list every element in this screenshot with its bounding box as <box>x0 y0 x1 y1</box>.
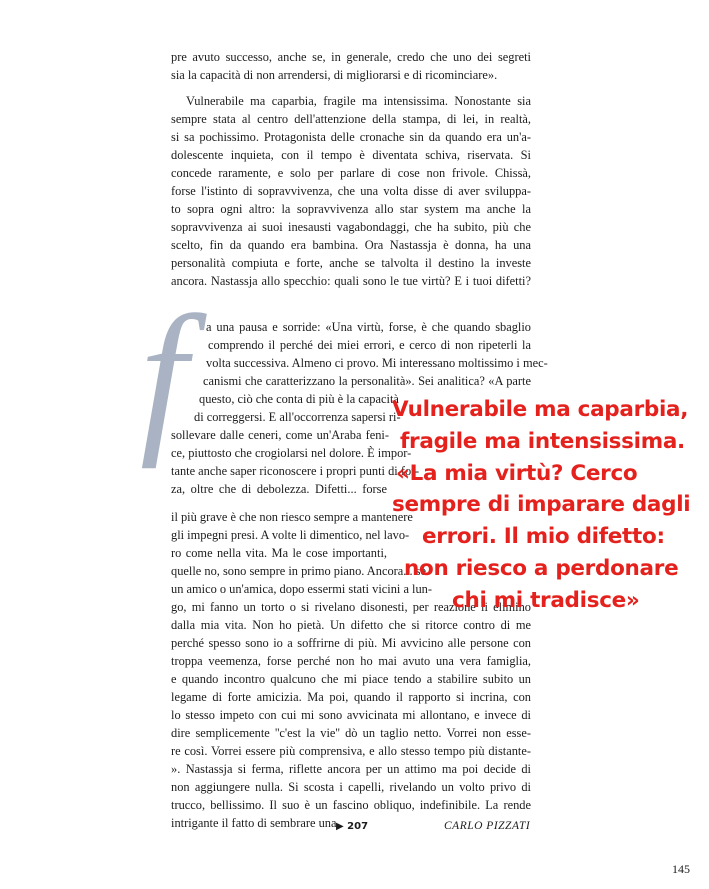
text-line: concede raramente, e solo per parlare di cose non frivole. Chissà, <box>171 166 531 180</box>
text-line: za, oltre che di debolezza. Difetti... forse <box>171 482 387 496</box>
text-line: re così. Vorrei essere più comprensiva, e allo stesso tempo più distante- <box>171 744 531 758</box>
text-line: dire semplicemente ''c'est la vie'' dò un taglio netto. Vorrei non esse- <box>171 726 531 740</box>
pull-quote-line: «La mia virtù? Cerco <box>396 460 638 486</box>
text-line: a una pausa e sorride: «Una virtù, forse, è che quando sbaglio <box>206 320 531 334</box>
pull-quote-line: fragile ma intensissima. <box>400 428 685 454</box>
continued-marker: ▶ 207 <box>336 821 369 832</box>
text-line: ancora. Nastassja allo specchio: quali sono le tue virtù? E i tuoi difetti? <box>171 274 531 288</box>
text-line: lo stesso impeto con cui mi sono avvicinata mi allontano, e invece di <box>171 708 531 722</box>
text-line: volta successiva. Almeno ci provo. Mi interessano moltissimo i mec- <box>206 356 548 370</box>
text-line: personalità compiuta e forte, anche se talvolta il destino la investe <box>171 256 531 270</box>
text-line: scelto, fin da quando era bambina. Ora Nastassja è donna, ha una <box>171 238 531 252</box>
text-line: ce, piuttosto che crogiolarsi nel dolore. È impor- <box>171 446 412 460</box>
pull-quote-line: sempre di imparare dagli <box>392 492 691 518</box>
text-line: ro come nella vita. Ma le cose importanti, <box>171 546 387 560</box>
text-line: canismi che caratterizzano la personalità». Sei analitica? «A parte <box>203 374 531 388</box>
text-line: sempre stata al centro dell'attenzione della stampa, di lei, in realtà, <box>171 112 531 126</box>
text-line: Vulnerabile ma caparbia, fragile ma intensissima. Nonostante sia <box>186 94 531 108</box>
text-line: comprendo il perché dei miei errori, e cerco di non ripeterli la <box>208 338 531 352</box>
text-line: go, mi fanno un torto o si rivelano disonesti, per reazione li elimino <box>171 600 531 614</box>
pull-quote-line: Vulnerabile ma caparbia, <box>392 397 689 422</box>
text-line: questo, ciò che conta di più è la capacità <box>199 392 399 406</box>
text-line: trucco, bellissimo. Il suo è un fascino obliquo, indefinibile. La rende <box>171 798 531 812</box>
text-line: tante anche saper riconoscere i propri punti di for- <box>171 464 420 478</box>
text-line: il più grave è che non riesco sempre a mantenere <box>171 510 413 524</box>
text-line: quelle no, sono sempre in primo piano. Ancora... se <box>171 564 426 578</box>
text-line: sia la capacità di non arrendersi, di migliorarsi e di ricominciare». <box>171 68 498 82</box>
text-line: sollevare dalle ceneri, come un'Araba feni- <box>171 428 389 442</box>
text-line: ». Nastassja si ferma, riflette ancora per un attimo ma poi decide di <box>171 762 531 776</box>
page-number: 145 <box>672 862 690 876</box>
pull-quote <box>392 394 690 617</box>
pull-quote-line: chi mi tradisce» <box>452 587 640 613</box>
text-line: to sopra ogni altro: la sopravvivenza allo star system ma anche la <box>171 202 531 216</box>
text-line: perché spesso sono io a soffrirne di più. Mi avvicino alle persone con <box>171 636 531 650</box>
text-line: forse l'istinto di sopravvivenza, che una volta disse di aver sviluppa- <box>171 184 531 198</box>
text-line: pre avuto successo, anche se, in generale, credo che uno dei segreti <box>171 50 531 64</box>
text-line: dalla mia vita. Non ho pietà. Un difetto che si ritorce contro di me <box>171 618 531 632</box>
text-line: un amico o un'amica, dopo essermi stati vicini a lun- <box>171 582 432 596</box>
text-line: intrigante il fatto di sembrare una <box>171 816 337 830</box>
pull-quote-line: errori. Il mio difetto: <box>422 524 665 550</box>
text-line: e quando incontro qualcuno che mi piace tendo a stabilire subito un <box>171 672 531 686</box>
drop-cap: f <box>140 281 188 469</box>
author-byline: CARLO PIZZATI <box>444 820 531 832</box>
text-line: sopravvivenza ai suoi inesausti vagabondaggi, che ha subito, più che <box>171 220 531 234</box>
text-line: dolescente inquieta, con il tempo è diventata schiva, riservata. Si <box>171 148 531 162</box>
text-line: legame di forte amicizia. Ma poi, quando il rapporto si incrina, con <box>171 690 531 704</box>
text-line: troppa veemenza, forse perché non ho mai avuto una vera famiglia, <box>171 654 531 668</box>
pull-quote-line: non riesco a perdonare <box>404 555 679 581</box>
text-line: si sa pochissimo. Protagonista delle cronache sin da quando era un'a- <box>171 130 531 144</box>
text-line: gli impegni presi. A volte li dimentico, nel lavo- <box>171 528 410 542</box>
text-line: non aggiungere nulla. Si scosta i capelli, rivelando un volto privo di <box>171 780 531 794</box>
text-line: di correggersi. E all'occorrenza sapersi ri- <box>194 410 401 424</box>
